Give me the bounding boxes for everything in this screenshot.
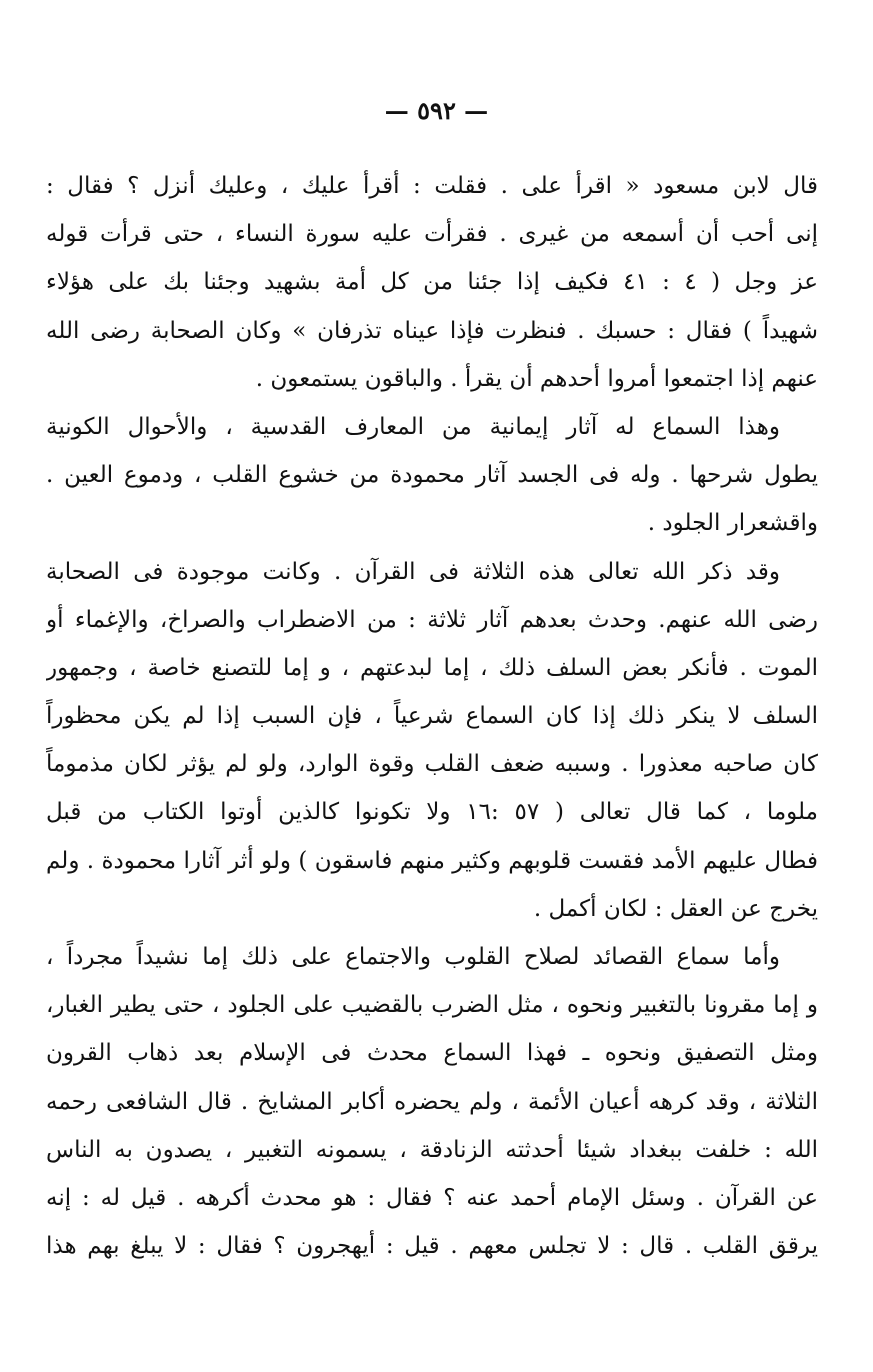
text-line: ومثل التصفيق ونحوه ـ فهذا السماع محدث فى الإسلام بعد ذهاب القرون <box>46 1040 818 1067</box>
text-line: إنى أحب أن أسمعه من غيرى . فقرأت عليه سورة النساء ، حتى قرأت قوله <box>46 221 818 248</box>
text-line: الثلاثة ، وقد كرهه أعيان الأئمة ، ولم يحضره أكابر المشايخ . قال الشافعى رحمه <box>46 1088 818 1115</box>
page-number: — ٥٩٢ — <box>384 96 489 125</box>
text-line: كان صاحبه معذورا . وسببه ضعف القلب وقوة الوارد، ولو لم يؤثر لكان مذموماً <box>46 751 818 778</box>
text-line: و إما مقرونا بالتغبير ونحوه ، مثل الضرب بالقضيب على الجلود ، حتى يطير الغبار، <box>46 992 818 1019</box>
text-line: ملوما ، كما قال تعالى ( ٥٧ :١٦ ولا تكونوا كالذين أوتوا الكتاب من قبل <box>46 799 818 826</box>
text-line: يطول شرحها . وله فى الجسد آثار محمودة من خشوع القلب ، ودموع العين . <box>46 462 818 489</box>
text-line: عن القرآن . وسئل الإمام أحمد عنه ؟ فقال : هو محدث أكرهه . قيل له : إنه <box>46 1184 818 1211</box>
text-line: عنهم إذا اجتمعوا أمروا أحدهم أن يقرأ . والباقون يستمعون . <box>255 365 818 392</box>
text-line: وأما سماع القصائد لصلاح القلوب والاجتماع على ذلك إما نشيداً مجرداً ، <box>46 944 780 970</box>
text-line: شهيداً ) فقال : حسبك . فنظرت فإذا عيناه تذرفان » وكان الصحابة رضى الله <box>46 317 818 344</box>
text-line: عز وجل ( ٤ : ٤١ فكيف إذا جئنا من كل أمة بشهيد وجئنا بك على هؤلاء <box>46 269 818 296</box>
text-line: رضى الله عنهم. وحدث بعدهم آثار ثلاثة : من الاضطراب والصراخ، والإغماء أو <box>46 606 818 633</box>
text-line: قال لابن مسعود « اقرأ على . فقلت : أقرأ عليك ، وعليك أنزل ؟ فقال : <box>46 173 818 199</box>
text-line: الله : خلفت ببغداد شيئا أحدثته الزنادقة ، يسمونه التغبير ، يصدون به الناس <box>46 1136 818 1163</box>
body-text <box>46 162 818 1270</box>
text-line: واقشعرار الجلود . <box>647 510 818 537</box>
text-line: وهذا السماع له آثار إيمانية من المعارف القدسية ، والأحوال الكونية <box>46 413 780 440</box>
text-line: يرقق القلب . قال : لا تجلس معهم . قيل : أيهجرون ؟ فقال : لا يبلغ بهم هذا <box>46 1233 818 1260</box>
text-line: فطال عليهم الأمد فقست قلوبهم وكثير منهم فاسقون ) ولو أثر آثارا محمودة . ولم <box>46 847 818 874</box>
text-line: وقد ذكر الله تعالى هذه الثلاثة فى القرآن . وكانت موجودة فى الصحابة <box>46 558 780 585</box>
text-line: الموت . فأنكر بعض السلف ذلك ، إما لبدعتهم ، و إما للتصنع خاصة ، وجمهور <box>46 654 818 681</box>
text-line: السلف لا ينكر ذلك إذا كان السماع شرعياً ، فإن السبب إذا لم يكن محظوراً <box>46 703 818 730</box>
text-line: يخرج عن العقل : لكان أكمل . <box>533 895 818 922</box>
